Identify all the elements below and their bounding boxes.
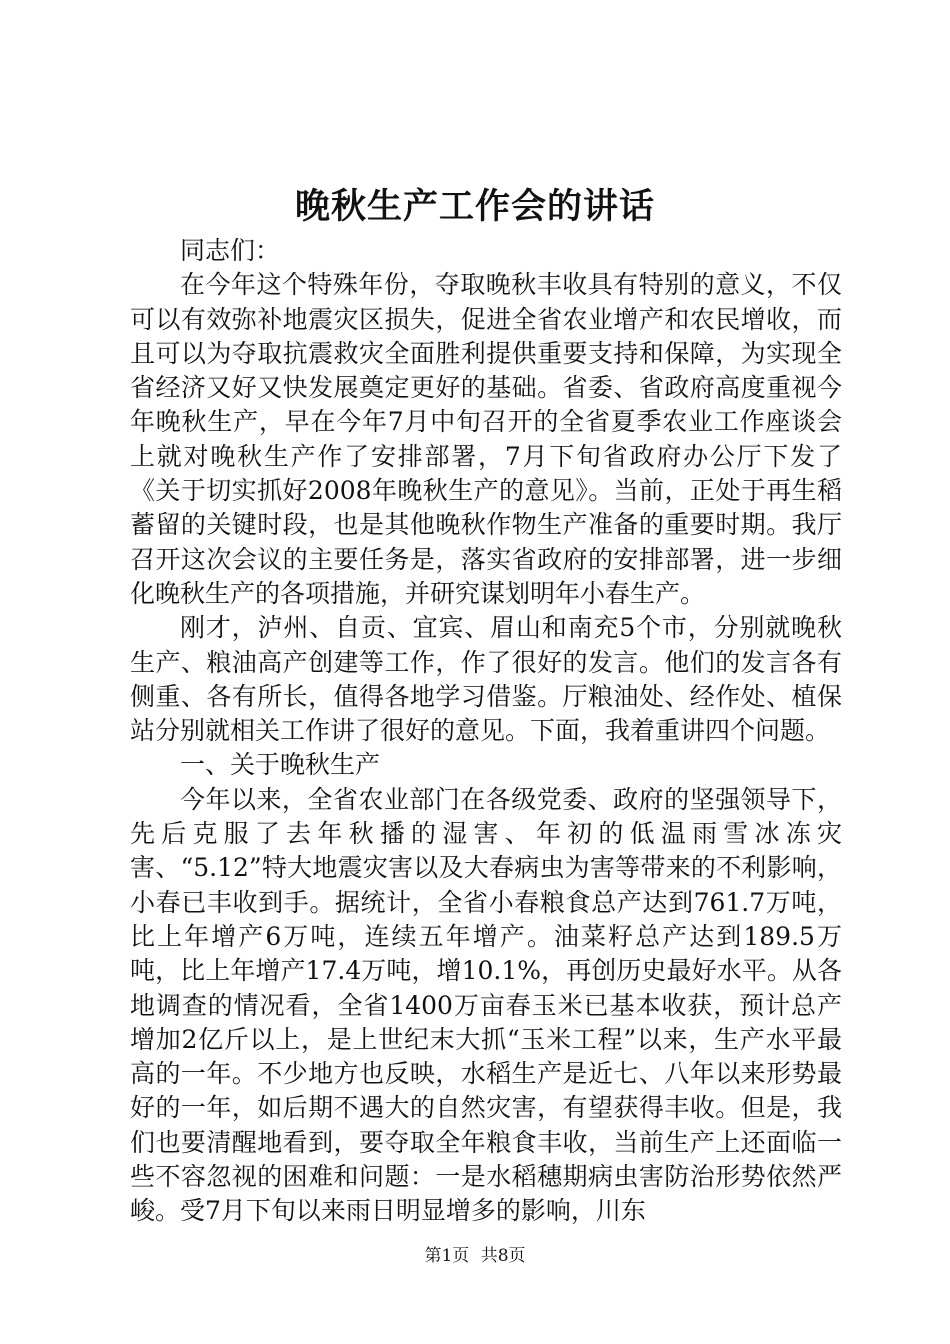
salutation-paragraph: 同志们：	[180, 236, 281, 265]
body-paragraph: 今年以来，全省农业部门在各级党委、政府的坚强领导下，先后克服了去年秋播的湿害、年初的低温雨雪冰冻灾害、“5.12”特大地震灾害以及大春病虫为害等带来的不利影响，小春已丰收到手。据统计，全省小春粮食总产达到761.7万吨，比上年增产6万吨，连续五年增产。油菜籽总产达到189.5万吨，比上年增产17.4万吨，增10.1%，再创历史最好水平。从各地调查的情况看，全省1400万亩春玉米已基本收获，预计总产增加2亿斤以上，是上世纪末大抓“玉米工程”以来，生产水平最高的一年。不少地方也反映，水稻生产是近七、八年以来形势最好的一年，如后期不遇大的自然灾害，有望获得丰收。但是，我们也要清醒地看到，要夺取全年粮食丰收，当前生产上还面临一些不容忽视的困难和问题：一是水稻穗期病虫害防治形势依然严峻。受7月下旬以来雨日明显增多的影响，川东	[130, 784, 842, 1226]
section-heading: 一、关于晚秋生产	[180, 750, 381, 780]
document-title: 晚秋生产工作会的讲话	[294, 186, 655, 227]
document-body	[130, 234, 842, 1229]
page-footer: 第1页 共8页	[424, 1246, 526, 1266]
body-paragraph: 刚才，泸州、自贡、宜宾、眉山和南充5个市，分别就晚秋生产、粮油高产创建等工作，作了很好的发言。他们的发言各有侧重、各有所长，值得各地学习借鉴。厅粮油处、经作处、植保站分别就相关工作讲了很好的意见。下面，我着重讲四个问题。	[130, 613, 842, 746]
body-paragraph: 在今年这个特殊年份，夺取晚秋丰收具有特别的意义，不仅可以有效弥补地震灾区损失，促进全省农业增产和农民增收，而且可以为夺取抗震救灾全面胜利提供重要支持和保障，为实现全省经济又好又快发展奠定更好的基础。省委、省政府高度重视今年晚秋生产，早在今年7月中旬召开的全省夏季农业工作座谈会上就对晚秋生产作了安排部署，7月下旬省政府办公厅下发了《关于切实抓好2008年晚秋生产的意见》。当前，正处于再生稻蓄留的关键时段，也是其他晚秋作物生产准备的重要时期。我厅召开这次会议的主要任务是，落实省政府的安排部署，进一步细化晚秋生产的各项措施，并研究谋划明年小春生产。	[130, 270, 842, 608]
